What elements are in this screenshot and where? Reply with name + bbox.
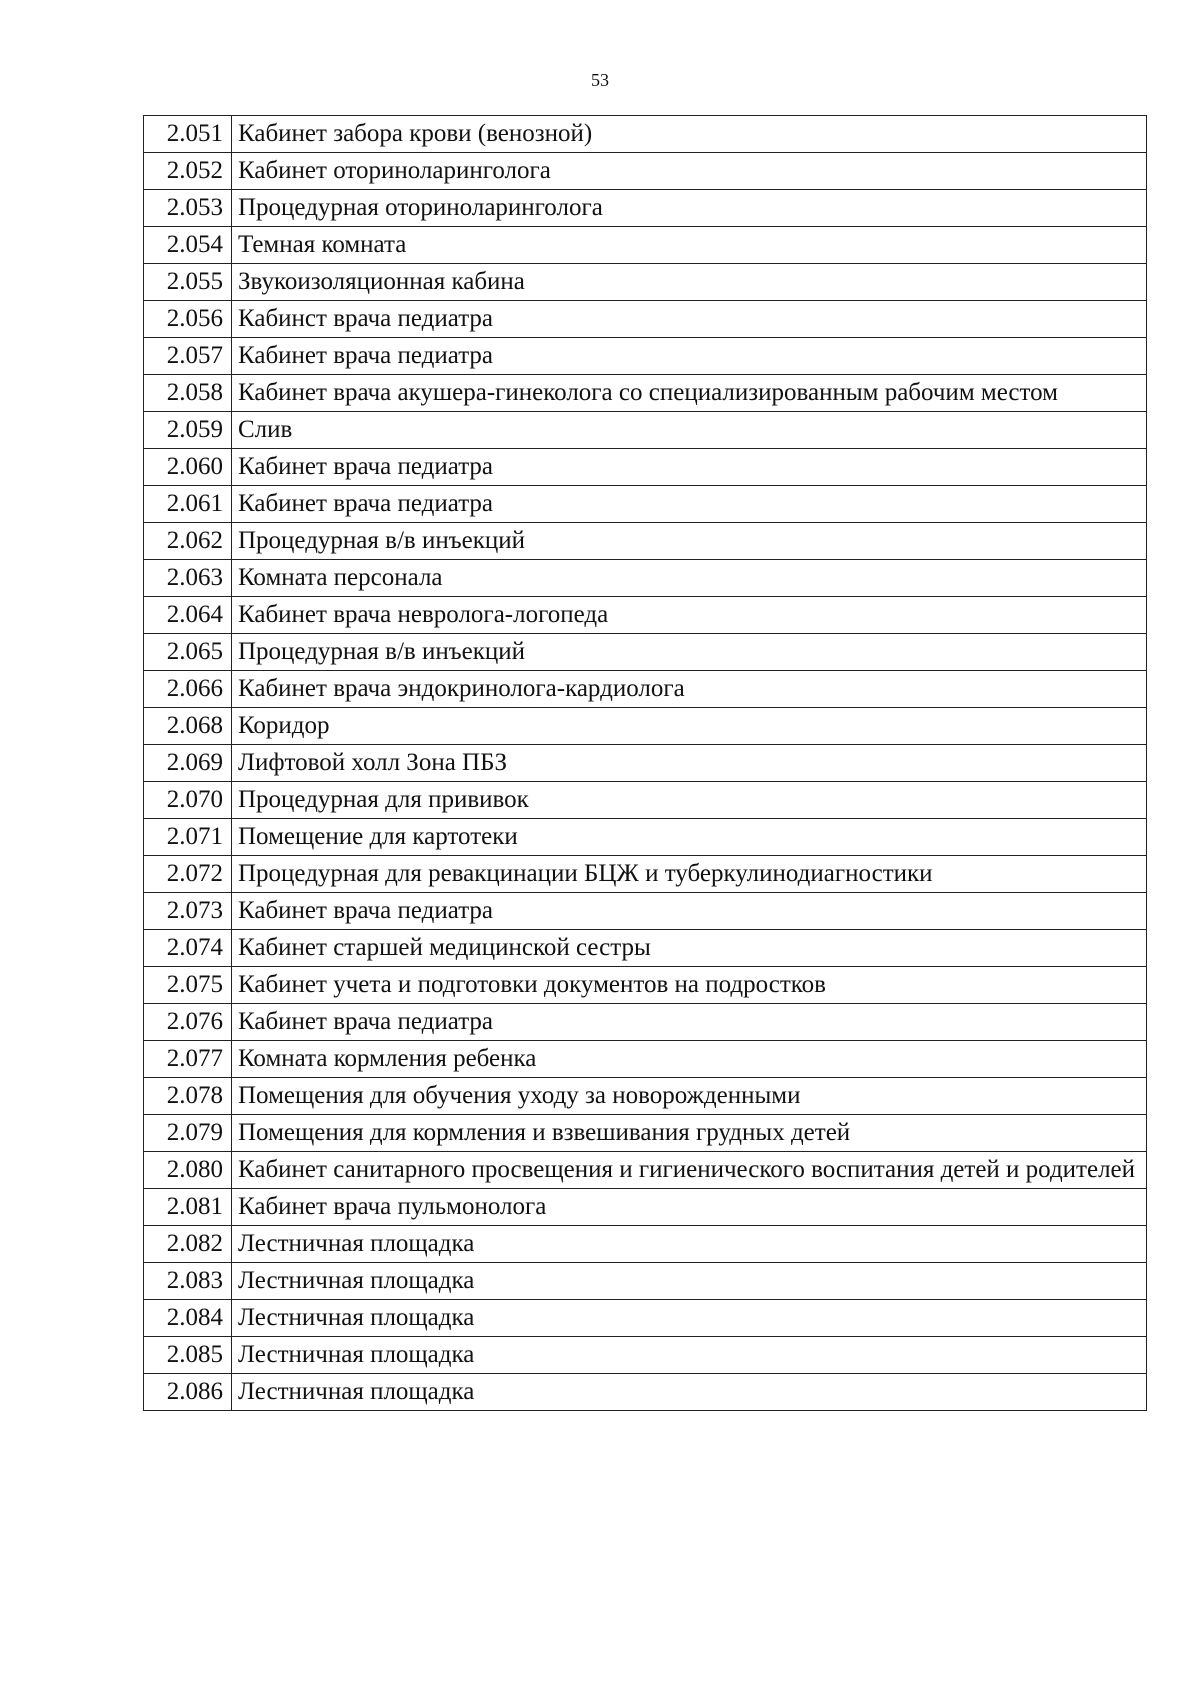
room-name: Коридор [232,708,1147,745]
room-name: Процедурная в/в инъекций [232,634,1147,671]
rooms-table-body [144,116,1147,1411]
room-code: 2.058 [144,375,232,412]
room-name: Кабинет старшей медицинской сестры [232,930,1147,967]
room-name: Кабинет врача эндокринолога-кардиолога [232,671,1147,708]
room-name: Помещения для кормления и взвешивания грудных детей [232,1115,1147,1152]
room-name: Кабинет врача невролога-логопеда [232,597,1147,634]
room-code: 2.054 [144,227,232,264]
room-code: 2.078 [144,1078,232,1115]
room-name: Кабинет врача педиатра [232,449,1147,486]
room-code: 2.051 [144,116,232,153]
room-name: Звукоизоляционная кабина [232,264,1147,301]
room-name: Комната кормления ребенка [232,1041,1147,1078]
table-row [144,449,1147,486]
table-row [144,1004,1147,1041]
room-code: 2.065 [144,634,232,671]
table-row [144,190,1147,227]
table-row [144,930,1147,967]
room-code: 2.074 [144,930,232,967]
room-code: 2.061 [144,486,232,523]
room-code: 2.083 [144,1263,232,1300]
table-row [144,264,1147,301]
page-number: 53 [591,70,609,90]
room-code: 2.062 [144,523,232,560]
room-name: Кабинет санитарного просвещения и гигиенического воспитания детей и родителей [232,1152,1147,1189]
room-name: Лестничная площадка [232,1374,1147,1411]
room-code: 2.056 [144,301,232,338]
table-row [144,412,1147,449]
table-row [144,893,1147,930]
table-row [144,782,1147,819]
room-name: Помещения для обучения уходу за новорожденными [232,1078,1147,1115]
room-code: 2.085 [144,1337,232,1374]
table-row [144,745,1147,782]
table-row [144,634,1147,671]
room-name: Слив [232,412,1147,449]
room-code: 2.057 [144,338,232,375]
room-code: 2.055 [144,264,232,301]
room-code: 2.073 [144,893,232,930]
room-code: 2.082 [144,1226,232,1263]
table-row [144,486,1147,523]
room-name: Кабинст врача педиатра [232,301,1147,338]
room-name: Кабинет врача педиатра [232,338,1147,375]
room-name: Кабинет врача акушера-гинеколога со специализированным рабочим местом [232,375,1147,412]
room-name: Кабинет оториноларинголога [232,153,1147,190]
room-name: Процедурная оториноларинголога [232,190,1147,227]
room-code: 2.060 [144,449,232,486]
room-code: 2.052 [144,153,232,190]
table-row [144,819,1147,856]
room-code: 2.066 [144,671,232,708]
room-code: 2.077 [144,1041,232,1078]
room-name: Процедурная для ревакцинации БЦЖ и туберкулинодиагностики [232,856,1147,893]
room-name: Кабинет врача педиатра [232,893,1147,930]
table-row [144,1115,1147,1152]
table-row [144,671,1147,708]
table-row [144,1078,1147,1115]
table-row [144,338,1147,375]
room-code: 2.084 [144,1300,232,1337]
room-code: 2.070 [144,782,232,819]
rooms-table [143,115,1147,1411]
room-name: Лестничная площадка [232,1226,1147,1263]
table-row [144,153,1147,190]
room-code: 2.053 [144,190,232,227]
table-row [144,375,1147,412]
table-row [144,1374,1147,1411]
table-row [144,1226,1147,1263]
room-name: Лестничная площадка [232,1337,1147,1374]
room-name: Кабинет забора крови (венозной) [232,116,1147,153]
room-code: 2.068 [144,708,232,745]
table-row [144,708,1147,745]
room-name: Лестничная площадка [232,1263,1147,1300]
room-code: 2.076 [144,1004,232,1041]
table-row [144,1189,1147,1226]
room-code: 2.086 [144,1374,232,1411]
room-code: 2.075 [144,967,232,1004]
room-code: 2.071 [144,819,232,856]
room-code: 2.064 [144,597,232,634]
table-row [144,597,1147,634]
room-name: Кабинет врача пульмонолога [232,1189,1147,1226]
room-name: Процедурная для прививок [232,782,1147,819]
room-code: 2.059 [144,412,232,449]
room-code: 2.069 [144,745,232,782]
room-name: Лифтовой холл Зона ПБЗ [232,745,1147,782]
table-row [144,116,1147,153]
room-name: Лестничная площадка [232,1300,1147,1337]
room-name: Комната персонала [232,560,1147,597]
table-row [144,967,1147,1004]
room-name: Процедурная в/в инъекций [232,523,1147,560]
table-row [144,1300,1147,1337]
table-row [144,227,1147,264]
table-row [144,856,1147,893]
table-row [144,1041,1147,1078]
room-code: 2.072 [144,856,232,893]
room-name: Кабинет врача педиатра [232,1004,1147,1041]
table-row [144,560,1147,597]
room-code: 2.063 [144,560,232,597]
room-name: Помещение для картотеки [232,819,1147,856]
table-row [144,301,1147,338]
table-row [144,523,1147,560]
room-name: Кабинет врача педиатра [232,486,1147,523]
room-code: 2.080 [144,1152,232,1189]
table-row [144,1337,1147,1374]
room-code: 2.079 [144,1115,232,1152]
room-name: Кабинет учета и подготовки документов на подростков [232,967,1147,1004]
table-row [144,1263,1147,1300]
room-name: Темная комната [232,227,1147,264]
room-code: 2.081 [144,1189,232,1226]
table-row [144,1152,1147,1189]
